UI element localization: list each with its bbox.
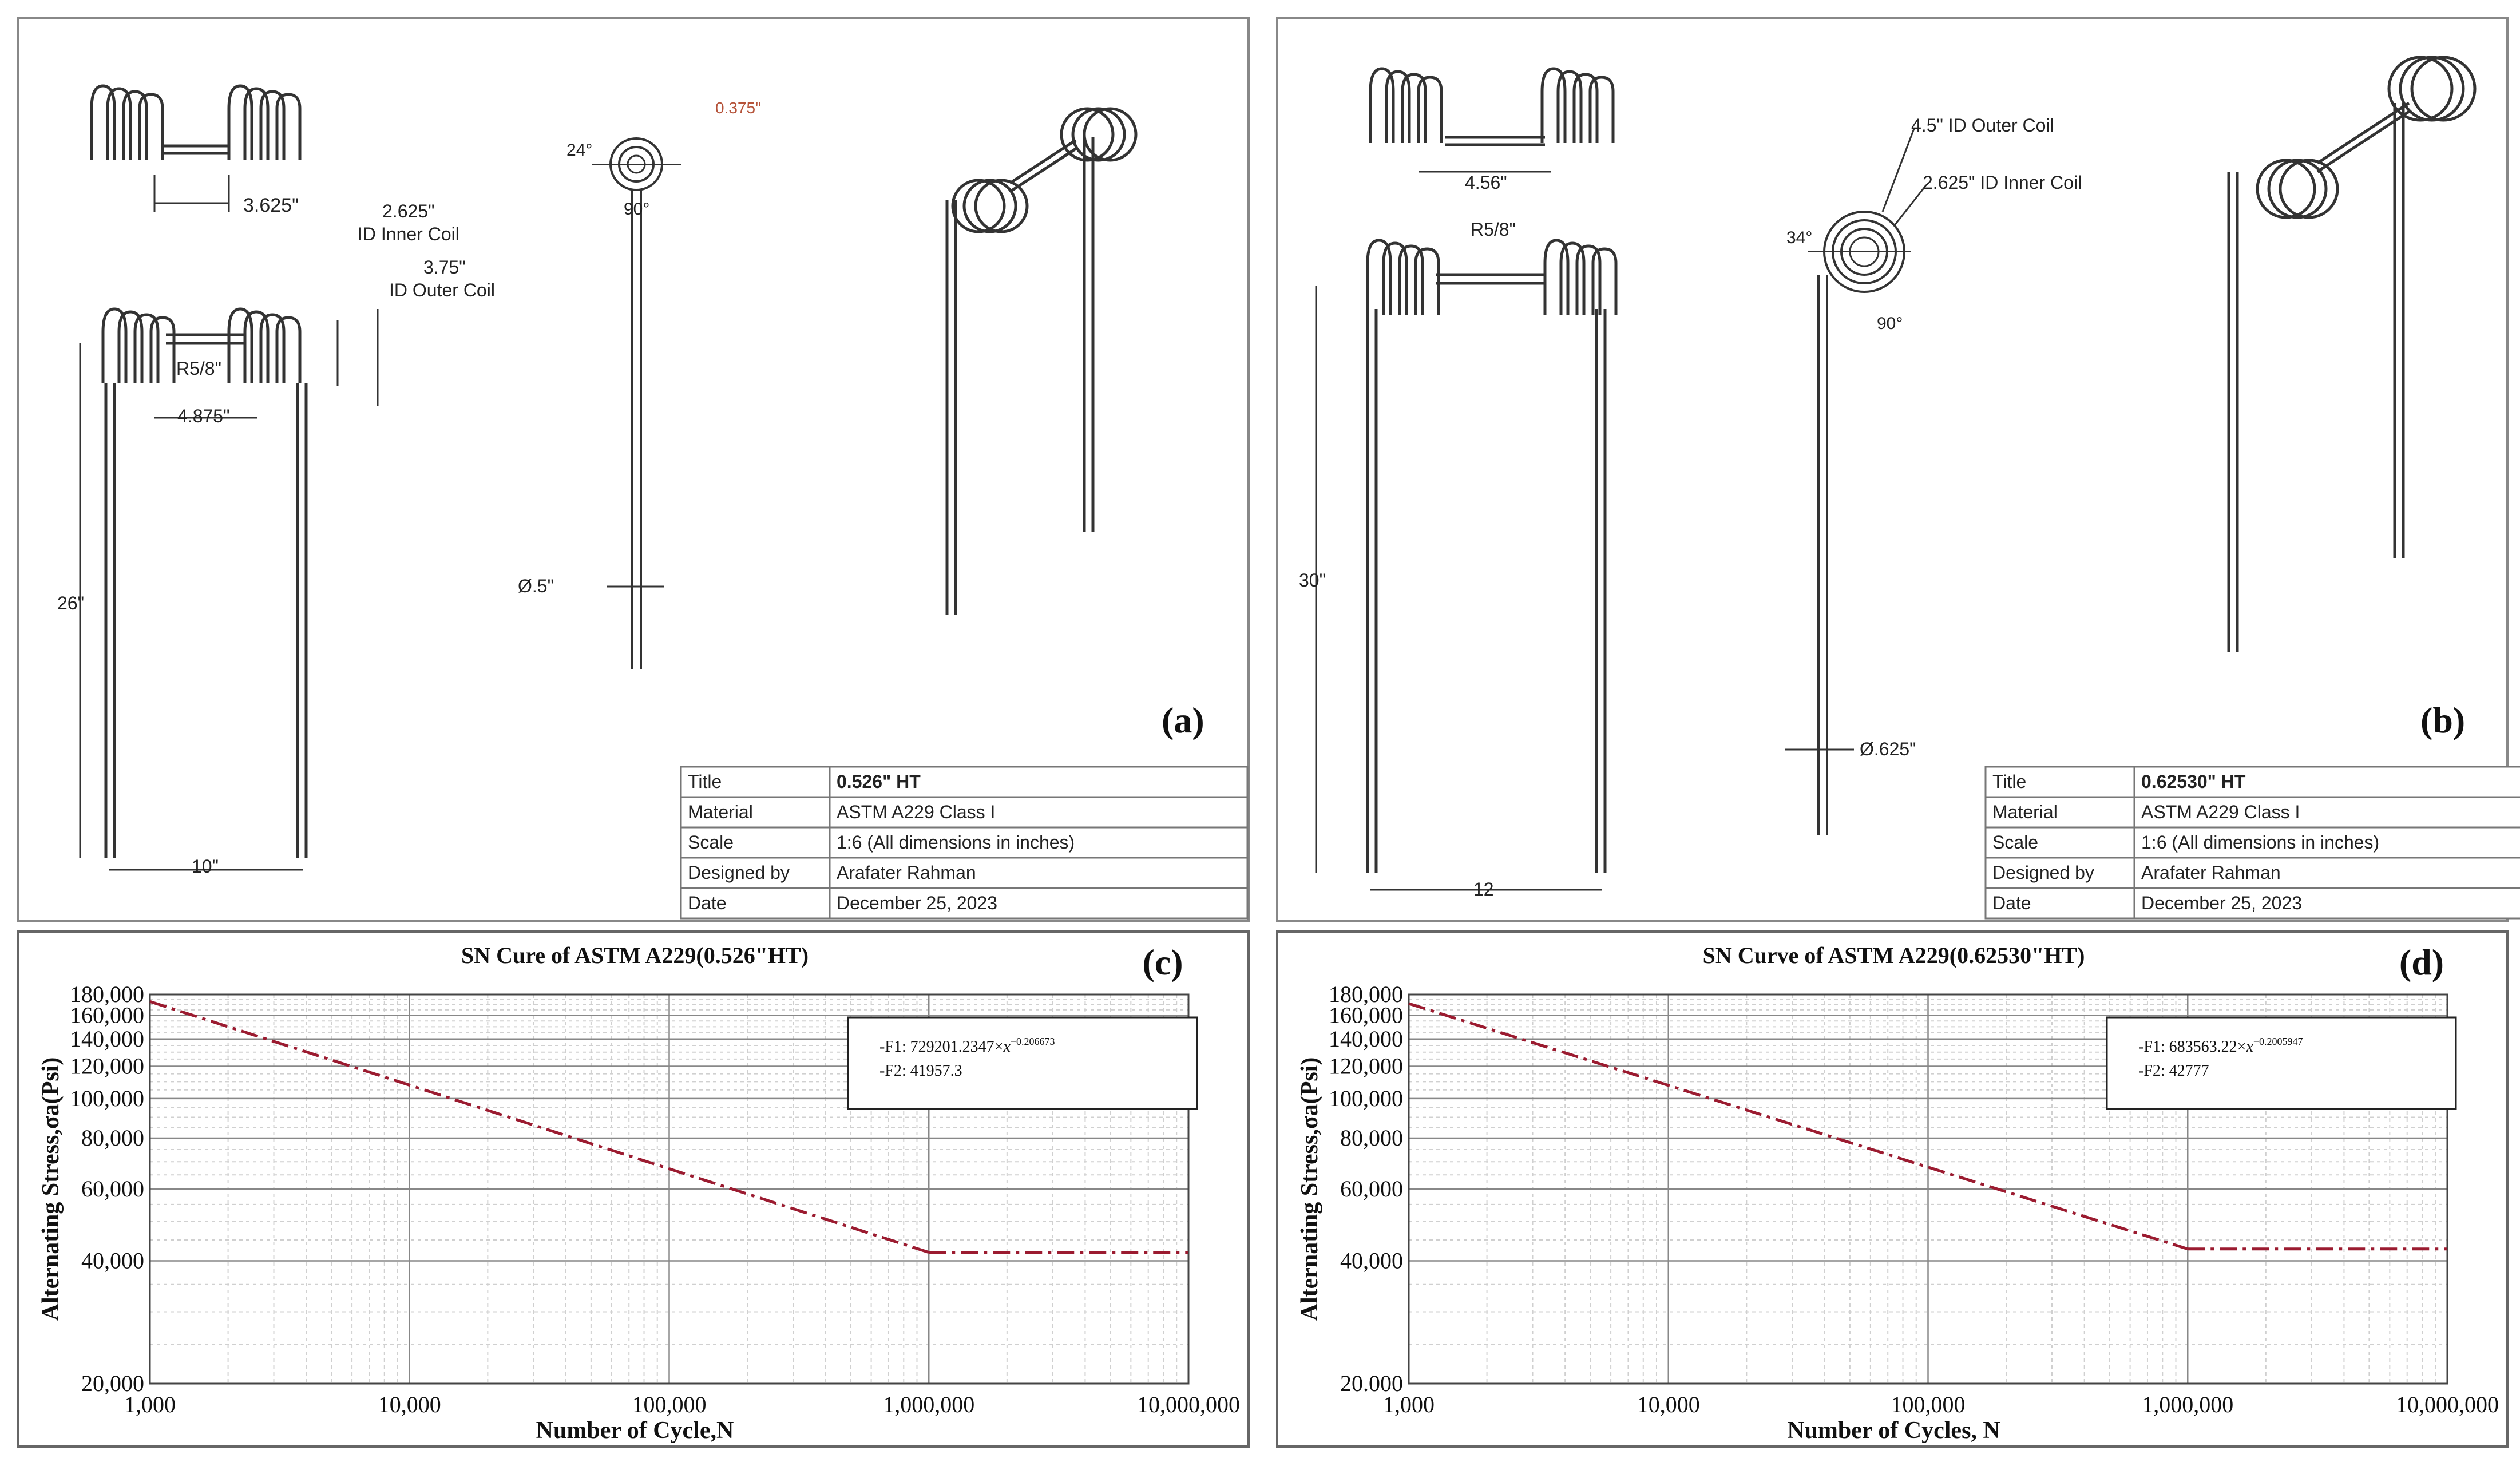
y-axis-label: Alternating Stress,σa(Psi) [1297,1057,1323,1321]
title-block-key: Date [1992,893,2031,913]
title-block-key: Designed by [688,862,790,883]
dim-a-inner-coil-label: ID Inner Coil [358,224,459,244]
title-block-key: Scale [1992,832,2039,853]
dim-a-coil-gap: 4.875" [177,406,230,426]
x-tick-label: 1,000,000 [2142,1392,2234,1417]
legend-f1: -F1: $729201.2347\times x^{-0.206673}$ [879,1036,1055,1056]
dim-b-wire-diameter: Ø.625" [1860,739,1916,759]
y-tick-label: 80,000 [1340,1124,1403,1151]
x-tick-label: 100,000 [632,1392,707,1417]
dim-a-leg-length: 26" [57,593,84,613]
dim-a-leg-spacing: 10" [192,856,219,877]
y-tick-label: 160,000 [1329,1002,1403,1028]
title-block-value: 0.62530" HT [2141,771,2246,792]
title-block-value: 0.526" HT [837,771,921,792]
dim-a-top-width: 3.625" [243,195,299,216]
legend-f1: -F1: $683563.22\times x^{-0.2005947}$ [2138,1036,2303,1056]
y-tick-label: 40,000 [81,1247,144,1274]
panel-c-chart [18,932,1249,1447]
panel-a-drawing [18,18,1249,921]
title-block-key: Title [1992,771,2027,792]
y-tick-label: 60,000 [1340,1176,1403,1202]
panel-label: (c) [1142,942,1183,982]
y-tick-label: 20,000 [81,1370,144,1396]
y-tick-label: 180,000 [70,981,144,1007]
title-block-key: Material [688,802,753,822]
dim-a-outer-coil: 3.75" [423,257,466,278]
y-tick-label: 60,000 [81,1176,144,1202]
y-tick-label: 120,000 [1329,1053,1403,1079]
title-block-key: Material [1992,802,2058,822]
title-block-value: ASTM A229 Class I [2141,802,2300,822]
title-block-key: Scale [688,832,734,853]
x-tick-label: 10,000,000 [1137,1392,1240,1417]
title-block-value: Arafater Rahman [837,862,976,883]
dim-b-top-width: 4.56" [1465,172,1507,193]
dim-b-bend-radius: R5/8" [1471,219,1516,240]
dim-a-outer-coil-label: ID Outer Coil [389,280,495,300]
legend-f2: -F2: 41957.3 [879,1062,962,1080]
title-block-key: Designed by [1992,862,2094,883]
panel-b-title-block [1986,767,2520,918]
dim-a-wire-diameter: Ø.5" [518,576,554,596]
legend-f2: -F2: 42777 [2138,1062,2209,1080]
panel-d-chart [1277,932,2507,1447]
y-tick-label: 40,000 [1340,1247,1403,1274]
y-tick-label: 160,000 [70,1002,144,1028]
panel-b-label: (b) [2420,700,2466,740]
title-block-value: 1:6 (All dimensions in inches) [2141,832,2380,853]
dim-b-angle-right: 90° [1877,314,1903,333]
title-block-value: 1:6 (All dimensions in inches) [837,832,1075,853]
x-axis-label: Number of Cycle,N [536,1417,734,1444]
title-block-key: Date [688,893,727,913]
x-axis-label: Number of Cycles, N [1787,1417,2000,1444]
dim-b-inner-coil: 2.625" ID Inner Coil [1923,172,2082,193]
panel-a-label: (a) [1162,700,1204,740]
x-tick-label: 10,000,000 [2396,1392,2499,1417]
dim-b-leg-spacing: 12 [1473,879,1494,900]
panel-label: (d) [2399,942,2444,982]
title-block-key: Title [688,771,722,792]
panel-a-title-block [681,767,1247,918]
x-tick-label: 100,000 [1891,1392,1966,1417]
y-tick-label: 100,000 [1329,1085,1403,1111]
dim-b-outer-coil: 4.5" ID Outer Coil [1911,115,2054,136]
panel-b-drawing [1277,18,2520,921]
chart-title: SN Curve of ASTM A229(0.62530"HT) [1702,942,2085,968]
y-tick-label: 20.000 [1340,1370,1403,1396]
x-tick-label: 1,000 [124,1392,176,1417]
y-tick-label: 180,000 [1329,981,1403,1007]
x-tick-label: 1,000,000 [883,1392,975,1417]
dim-a-inner-coil: 2.625" [382,201,435,221]
y-tick-label: 140,000 [70,1025,144,1052]
dim-b-angle-top: 34° [1786,228,1813,247]
title-block-value: Arafater Rahman [2141,862,2281,883]
dim-a-offset: 0.375" [715,99,762,117]
chart-title: SN Cure of ASTM A229(0.526"HT) [461,942,809,968]
title-block-value: December 25, 2023 [837,893,998,913]
dim-a-angle-right: 90° [624,200,650,219]
x-tick-label: 10,000 [378,1392,441,1417]
y-tick-label: 140,000 [1329,1025,1403,1052]
y-axis-label: Alternating Stress,σa(Psi) [38,1057,64,1321]
y-tick-label: 100,000 [70,1085,144,1111]
dim-b-leg-length: 30" [1299,570,1326,591]
y-tick-label: 120,000 [70,1053,144,1079]
y-tick-label: 80,000 [81,1124,144,1151]
dim-a-bend-radius: R5/8" [176,358,221,379]
title-block-value: ASTM A229 Class I [837,802,996,822]
x-tick-label: 1,000 [1383,1392,1435,1417]
title-block-value: December 25, 2023 [2141,893,2303,913]
dim-a-angle-top: 24° [566,141,593,160]
x-tick-label: 10,000 [1637,1392,1700,1417]
